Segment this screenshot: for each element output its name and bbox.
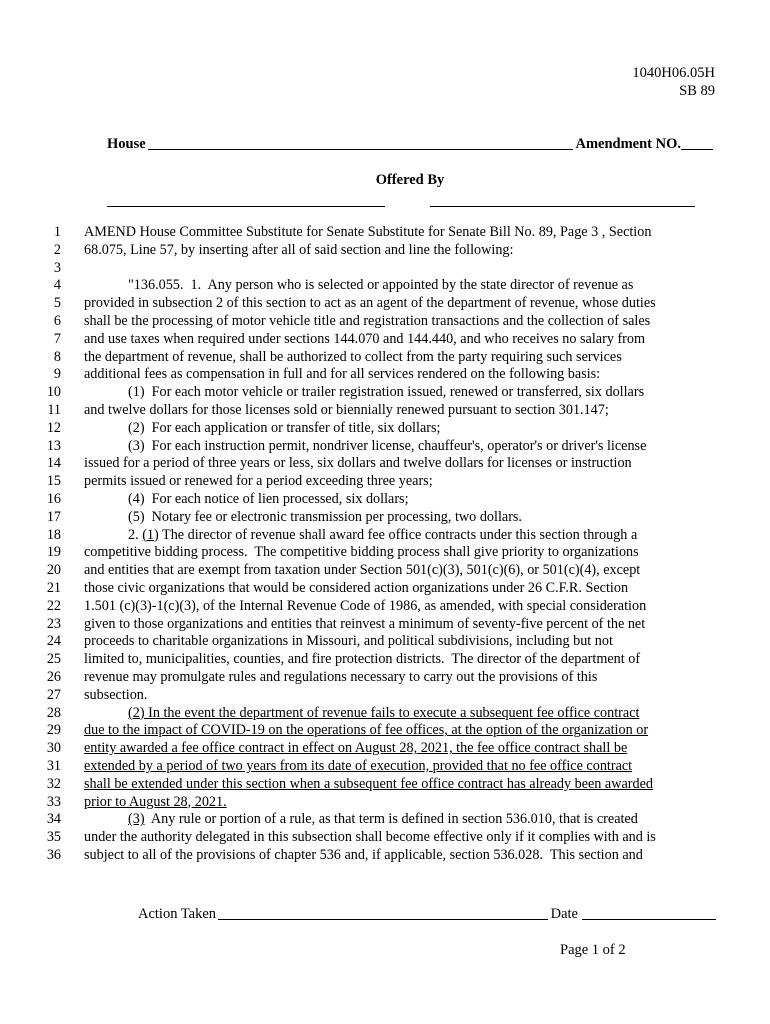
document-line: [40, 776, 730, 794]
line-number: 19: [46, 544, 61, 561]
line-text: [84, 616, 730, 634]
document-line: [40, 616, 730, 634]
line-text: [84, 295, 730, 313]
line-number: 34: [46, 811, 61, 828]
action-taken-label: Action Taken: [138, 906, 217, 922]
line-number: 35: [46, 829, 61, 846]
line-number: 6: [53, 312, 61, 329]
line-text: [84, 794, 730, 812]
line-text: [84, 438, 730, 456]
document-line: [40, 740, 730, 758]
line-text: [84, 366, 730, 384]
line-content: AMEND House Committee Substitute for Senate Substitute for Senate Bill No. 89, Page 3 , Section: [84, 224, 652, 240]
document-line: [40, 260, 730, 278]
line-text: [84, 277, 730, 295]
line-number: 31: [46, 757, 61, 774]
document-line: [40, 295, 730, 313]
line-content: subject to all of the provisions of chapter 536 and, if applicable, section 536.028. This section and: [84, 846, 643, 863]
document-line: [40, 277, 730, 295]
line-text: [84, 847, 730, 865]
line-number: 11: [47, 401, 61, 418]
line-number: 30: [46, 740, 61, 757]
document-identifier: [632, 64, 715, 100]
line-number: 8: [53, 348, 61, 365]
date-blank: [582, 918, 716, 920]
house-amendment-line: [107, 136, 713, 153]
underlined-insertion: (1): [142, 526, 159, 543]
underlined-text: prior to August 28, 2021.: [84, 793, 227, 810]
amendment-text-body: [40, 224, 730, 865]
line-content: competitive bidding process. The competitive bidding process shall give priority to organizations: [84, 544, 639, 561]
line-number: 9: [53, 366, 61, 383]
underlined-text: entity awarded a fee office contract in effect on August 28, 2021, the fee office contract shall be: [84, 740, 628, 757]
line-content: those civic organizations that would be considered action organizations under 26 C.F.R. Section: [84, 579, 629, 596]
line-text: [84, 651, 730, 669]
page-number: Page 1 of 2: [560, 942, 626, 958]
line-content: provided in subsection 2 of this section to act as an agent of the department of revenue, whose duties: [84, 295, 656, 312]
line-content: permits issued or renewed for a period exceeding three years;: [84, 473, 433, 490]
line-content: shall be the processing of motor vehicle title and registration transactions and the collection of sales: [84, 312, 651, 329]
document-line: [40, 455, 730, 473]
line-number: 25: [46, 651, 61, 668]
line-text: [84, 331, 730, 349]
line-text: [84, 455, 730, 473]
line-text: [84, 829, 730, 847]
document-line: [40, 384, 730, 402]
line-text: [84, 669, 730, 687]
line-text: [84, 402, 730, 420]
line-number: 29: [46, 722, 61, 739]
line-text: [84, 527, 730, 545]
line-number: 17: [46, 508, 61, 525]
line-number: 13: [46, 437, 61, 454]
line-content: (4) For each notice of lien processed, six dollars;: [128, 490, 409, 507]
line-text: [84, 420, 730, 438]
line-text: [84, 811, 730, 829]
line-number: 14: [46, 455, 61, 472]
line-number: 10: [46, 384, 61, 401]
line-content: (5) Notary fee or electronic transmission per processing, two dollars.: [128, 508, 522, 525]
line-text: [84, 705, 730, 723]
line-content: given to those organizations and entities that reinvest a minimum of seventy-five percent of the net: [84, 615, 646, 632]
line-text: [84, 242, 730, 260]
document-line: [40, 420, 730, 438]
line-number: 3: [53, 259, 61, 276]
action-taken-line: [138, 906, 716, 923]
line-text: [84, 722, 730, 740]
line-number: 20: [46, 562, 61, 579]
line-text: [84, 580, 730, 598]
document-line: [40, 313, 730, 331]
line-text: [84, 598, 730, 616]
line-text: [84, 491, 730, 509]
line-content: proceeds to charitable organizations in Missouri, and political subdivisions, including but not: [84, 633, 613, 650]
line-number: 32: [46, 775, 61, 792]
line-number: 15: [46, 473, 61, 490]
document-line: [40, 669, 730, 687]
line-number: 16: [46, 490, 61, 507]
document-line: [40, 580, 730, 598]
line-text: [84, 687, 730, 705]
document-line: [40, 598, 730, 616]
line-number: 36: [46, 846, 61, 863]
offered-by-signature-line-left: [107, 205, 385, 207]
amendment-number-blank: [681, 148, 713, 150]
line-text: [84, 349, 730, 367]
document-line: [40, 331, 730, 349]
document-line: [40, 633, 730, 651]
line-text: [84, 544, 730, 562]
line-content: 1.501 (c)(3)-1(c)(3), of the Internal Revenue Code of 1986, as amended, with special consideration: [84, 597, 647, 614]
line-number: 27: [46, 686, 61, 703]
line-content: The director of revenue shall award fee office contracts under this section through a: [158, 526, 638, 543]
document-line: [40, 687, 730, 705]
amendment-label: Amendment NO.: [575, 136, 681, 152]
line-content: issued for a period of three years or less, six dollars and twelve dollars for licenses or instruction: [84, 455, 632, 472]
document-line: [40, 366, 730, 384]
line-content: "136.055. 1. Any person who is selected or appointed by the state director of revenue as: [128, 277, 634, 294]
line-content: and twelve dollars for those licenses sold or biennially renewed pursuant to section 301.147;: [84, 401, 609, 418]
line-number: 22: [46, 597, 61, 614]
document-line: [40, 242, 730, 260]
house-label: House: [107, 136, 146, 152]
line-number: 28: [46, 704, 61, 721]
offered-by-label: Offered By: [375, 172, 445, 188]
document-line: [40, 847, 730, 865]
line-number: 5: [53, 295, 61, 312]
document-line: [40, 811, 730, 829]
line-number: 12: [46, 419, 61, 436]
document-line: [40, 438, 730, 456]
line-text: [84, 224, 730, 242]
underlined-text: shall be extended under this section when a subsequent fee office contract has already been awarded: [84, 775, 653, 792]
line-content: 68.075, Line 57, by inserting after all of said section and line the following:: [84, 241, 514, 258]
line-number: 21: [46, 579, 61, 596]
line-number: 1: [53, 224, 61, 240]
line-text: [84, 384, 730, 402]
line-content: subsection.: [84, 686, 148, 703]
line-text: [84, 313, 730, 331]
line-content: the department of revenue, shall be authorized to collect from the party requiring such services: [84, 348, 622, 365]
action-taken-blank: [218, 918, 548, 920]
underlined-text: due to the impact of COVID-19 on the operations of fee offices, at the option of the organization or: [84, 722, 649, 739]
document-line: [40, 562, 730, 580]
doc-code: 1040H06.05H: [632, 65, 715, 81]
document-line: [40, 758, 730, 776]
line-prefix: 2.: [128, 526, 143, 543]
bill-number: SB 89: [679, 83, 715, 99]
line-content: revenue may promulgate rules and regulations necessary to carry out the provisions of this: [84, 668, 598, 685]
line-text: [84, 473, 730, 491]
line-number: 4: [53, 277, 61, 294]
line-text: [84, 758, 730, 776]
line-number: 26: [46, 668, 61, 685]
line-content: and use taxes when required under sections 144.070 and 144.440, and who receives no salary from: [84, 330, 646, 347]
document-line: [40, 402, 730, 420]
underlined-text: (2) In the event the department of revenue fails to execute a subsequent fee office contract: [128, 704, 640, 721]
line-number: 23: [46, 615, 61, 632]
document-line: [40, 349, 730, 367]
line-text: [84, 740, 730, 758]
line-text: [84, 509, 730, 527]
line-number: 18: [46, 526, 61, 543]
line-content: additional fees as compensation in full and for all services rendered on the following basis:: [84, 366, 601, 383]
document-line: [40, 473, 730, 491]
line-number: 33: [46, 793, 61, 810]
document-line: [40, 509, 730, 527]
document-line: [40, 224, 730, 242]
line-number: 24: [46, 633, 61, 650]
house-blank-line: [148, 148, 574, 150]
line-content: and entities that are exempt from taxation under Section 501(c)(3), 501(c)(6), or 501(c)(4), except: [84, 562, 641, 579]
document-line: [40, 794, 730, 812]
line-text: [84, 562, 730, 580]
document-line: [40, 722, 730, 740]
line-content: (3) For each instruction permit, nondriver license, chauffeur's, operator's or driver's license: [128, 437, 647, 454]
line-number: 2: [53, 241, 61, 258]
document-line: [40, 491, 730, 509]
offered-by-signature-line-right: [430, 205, 695, 207]
line-content: (2) For each application or transfer of title, six dollars;: [128, 419, 441, 436]
line-content: limited to, municipalities, counties, and fire protection districts. The director of the department of: [84, 651, 641, 668]
underlined-insertion: (3): [128, 811, 145, 828]
line-text: [84, 776, 730, 794]
document-line: [40, 829, 730, 847]
line-number: 7: [53, 330, 61, 347]
line-text: [84, 260, 730, 278]
document-line: [40, 651, 730, 669]
document-line: [40, 527, 730, 545]
line-content: (1) For each motor vehicle or trailer registration issued, renewed or transferred, six dollars: [128, 384, 645, 401]
document-line: [40, 705, 730, 723]
line-content: under the authority delegated in this subsection shall become effective only if it complies with and is: [84, 829, 656, 846]
line-text: [84, 633, 730, 651]
underlined-text: extended by a period of two years from its date of execution, provided that no fee office contract: [84, 757, 633, 774]
document-line: [40, 544, 730, 562]
date-label: Date: [550, 906, 578, 922]
line-content: Any rule or portion of a rule, as that term is defined in section 536.010, that is created: [144, 811, 638, 828]
